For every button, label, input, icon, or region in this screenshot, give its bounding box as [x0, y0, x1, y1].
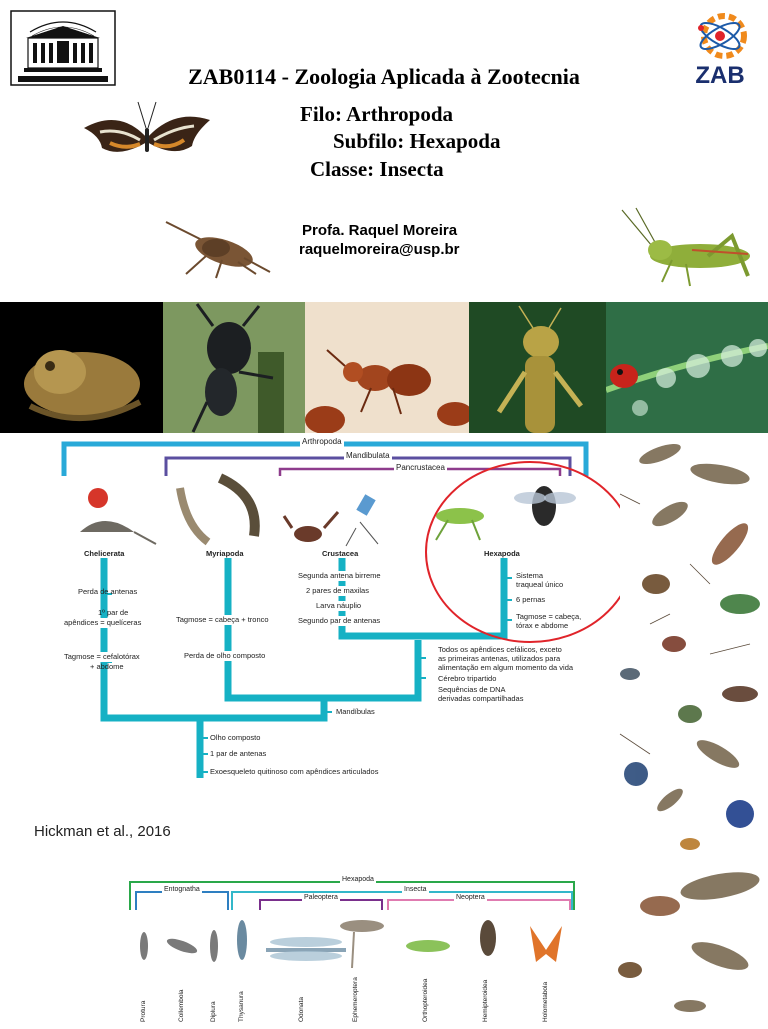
order-label: Thysanura: [238, 991, 245, 1022]
citation: Hickman et al., 2016: [34, 823, 171, 840]
label-neoptera: Neoptera: [456, 894, 485, 901]
clade-label-pancrustacea: Pancrustacea: [396, 463, 445, 472]
trait-text: Exoesqueleto quitinoso com apêndices articulados: [210, 767, 379, 776]
order-label: Diplura: [210, 1001, 217, 1022]
trait-text: Tagmose = cabeça,: [516, 612, 582, 621]
trait-text: Sistema: [516, 571, 544, 580]
trait-text: traqueal único: [516, 580, 564, 589]
label-hexapoda: Hexapoda: [342, 876, 374, 883]
taxon-chelicerata: Chelicerata: [84, 549, 125, 558]
trait-text: 1 par de antenas: [210, 749, 267, 758]
trait-text: 2 pares de maxilas: [306, 586, 369, 595]
hexapoda-illustration: [436, 486, 576, 540]
taxon-myriapoda: Myriapoda: [206, 549, 244, 558]
ladybug-photo: [606, 302, 768, 433]
label-entognatha: Entognatha: [164, 886, 200, 893]
trait-text: Larva náuplio: [316, 601, 362, 610]
trait-text: Perda de olho composto: [184, 651, 266, 660]
crustacea-illustration: [284, 494, 378, 546]
trait-text: Mandíbulas: [336, 707, 375, 716]
label-paleoptera: Paleoptera: [304, 894, 338, 901]
trait-text: as primeiras antenas, utilizados para: [438, 654, 561, 663]
taxon-crustacea: Crustacea: [322, 549, 359, 558]
order-label: Orthopteroidea: [422, 978, 429, 1022]
clade-label-arthropoda: Arthropoda: [302, 437, 342, 446]
order-label: Hemipteroidea: [482, 979, 489, 1022]
order-label: Ephemeroptera: [352, 977, 359, 1022]
label-insecta: Insecta: [404, 886, 427, 893]
order-label: Holometabola: [542, 981, 549, 1022]
filo-label: Filo: Arthropoda: [300, 102, 454, 126]
arthropod-phylogeny: [60, 436, 620, 786]
cicada-photo: [0, 302, 163, 433]
insect-collection-illustration-lower: [600, 866, 768, 1024]
trait-text: + abdome: [90, 662, 124, 671]
photo-strip: [0, 302, 768, 433]
professor-name: Profa. Raquel Moreira: [302, 222, 458, 239]
subfilo-label: Subfilo: Hexapoda: [333, 129, 501, 153]
trait-text: Tagmose = cabeça + tronco: [176, 615, 269, 624]
order-label: Odonata: [298, 997, 305, 1022]
trait-text: alimentação em algum momento da vida: [438, 663, 574, 672]
insect-collection-illustration: [600, 434, 768, 866]
taxon-hexapoda: Hexapoda: [484, 549, 520, 558]
ant-photo: [163, 302, 305, 433]
mantis-photo: [469, 302, 606, 433]
grasshopper-photo: [612, 206, 756, 292]
trait-text: Todos os apêndices cefálicos, exceto: [438, 645, 562, 654]
trait-text: Perda de antenas: [78, 587, 138, 596]
trait-text: Olho composto: [210, 733, 261, 742]
trait-text: Segundo par de antenas: [298, 616, 381, 625]
clade-label-mandibulata: Mandibulata: [346, 451, 390, 460]
trait-text: Cérebro tripartido: [438, 674, 497, 683]
hexapod-order-tree: [126, 872, 586, 1024]
butterfly-photo: [80, 98, 214, 174]
bug-photo: [146, 212, 278, 282]
course-title: ZAB0114 - Zoologia Aplicada à Zootecnia: [188, 64, 580, 89]
zab-logo-text: ZAB: [695, 62, 745, 86]
trait-text: tórax e abdome: [516, 621, 569, 630]
professor-email: raquelmoreira@usp.br: [299, 241, 460, 258]
trait-text: apêndices = quelíceras: [64, 618, 142, 627]
phylogeny-lines: [60, 436, 620, 786]
trait-text: Segunda antena birreme: [298, 571, 381, 580]
classe-label: Classe: Insecta: [310, 157, 444, 181]
trait-text: Tagmose = cefalotórax: [64, 652, 140, 661]
order-label: Collembola: [178, 989, 185, 1022]
chelicerata-illustration: [80, 488, 156, 544]
myriapoda-illustration: [180, 478, 255, 542]
trait-text: derivadas compartilhadas: [438, 694, 524, 703]
trait-text: 1º par de: [98, 608, 129, 617]
order-label: Protura: [140, 1000, 147, 1022]
ants-photo: [305, 302, 469, 433]
trait-text: Sequências de DNA: [438, 685, 506, 694]
trait-text: 6 pernas: [516, 595, 546, 604]
